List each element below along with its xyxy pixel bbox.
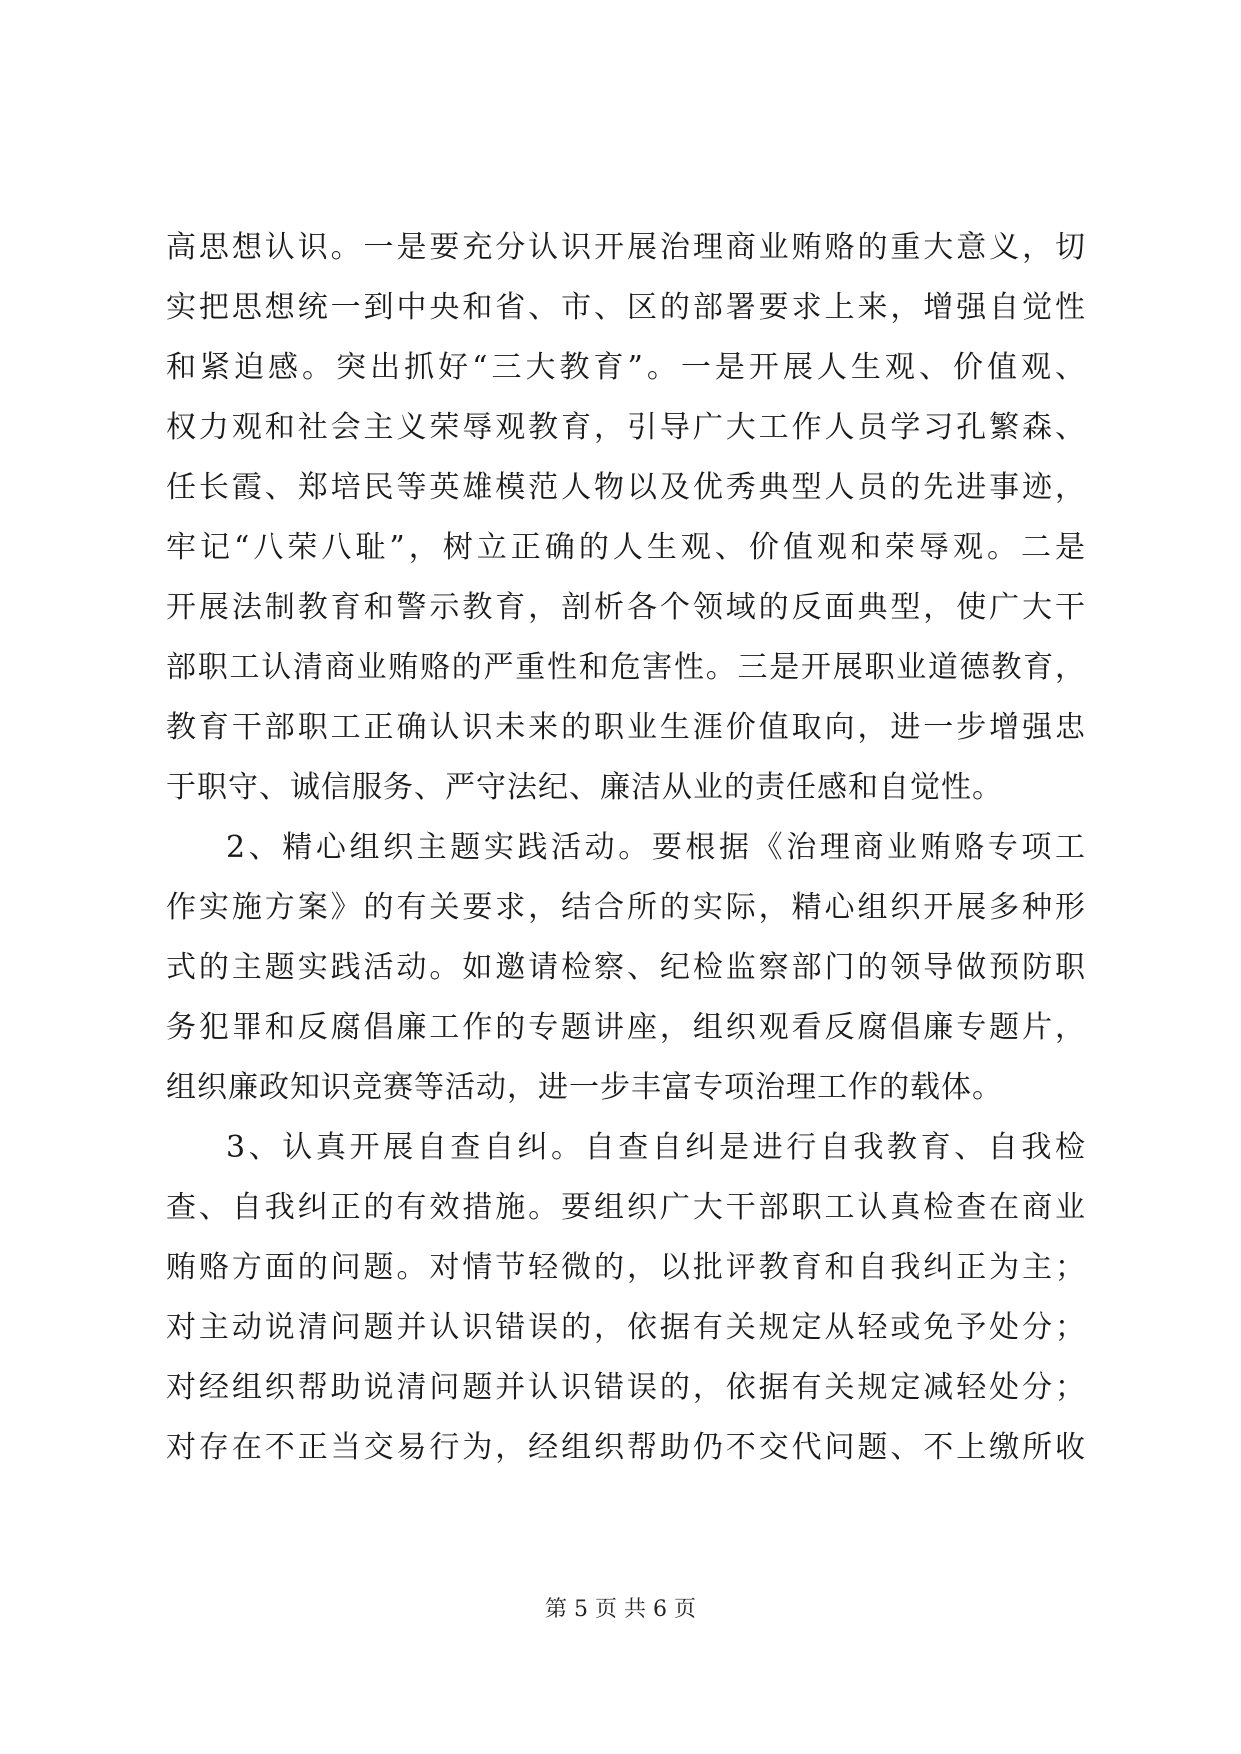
document-body bbox=[166, 218, 1086, 1478]
paragraph-3 bbox=[166, 1118, 1086, 1478]
page-footer: 第 5 页 共 6 页 bbox=[545, 1597, 696, 1622]
text-line: 查、自我纠正的有效措施。要组织广大干部职工认真检查在商业 bbox=[166, 1190, 1086, 1225]
text-line: 务犯罪和反腐倡廉工作的专题讲座，组织观看反腐倡廉专题片， bbox=[166, 1010, 1086, 1045]
text-line: 教育干部职工正确认识未来的职业生涯价值取向，进一步增强忠 bbox=[166, 710, 1086, 745]
text-line: 权力观和社会主义荣辱观教育，引导广大工作人员学习孔繁森、 bbox=[166, 410, 1086, 445]
text-line: 式的主题实践活动。如邀请检察、纪检监察部门的领导做预防职 bbox=[166, 950, 1086, 985]
paragraph-1 bbox=[166, 218, 1086, 818]
text-line: 对经组织帮助说清问题并认识错误的，依据有关规定减轻处分； bbox=[166, 1370, 1086, 1405]
text-line: 于职守、诚信服务、严守法纪、廉洁从业的责任感和自觉性。 bbox=[166, 770, 1003, 805]
text-line: 高思想认识。一是要充分认识开展治理商业贿赂的重大意义，切 bbox=[166, 230, 1086, 265]
text-line: 和紧迫感。突出抓好“三大教育”。一是开展人生观、价值观、 bbox=[166, 350, 1086, 385]
text-line: 作实施方案》的有关要求，结合所的实际，精心组织开展多种形 bbox=[166, 890, 1086, 925]
text-line: 实把思想统一到中央和省、市、区的部署要求上来，增强自觉性 bbox=[166, 290, 1086, 325]
text-line: 开展法制教育和警示教育，剖析各个领域的反面典型，使广大干 bbox=[166, 590, 1086, 625]
text-line: 贿赂方面的问题。对情节轻微的，以批评教育和自我纠正为主； bbox=[166, 1250, 1086, 1285]
text-line: 部职工认清商业贿赂的严重性和危害性。三是开展职业道德教育， bbox=[166, 650, 1086, 685]
text-line: 对主动说清问题并认识错误的，依据有关规定从轻或免予处分； bbox=[166, 1310, 1086, 1345]
text-line: 2、精心组织主题实践活动。要根据《治理商业贿赂专项工 bbox=[226, 830, 1086, 865]
text-line: 对存在不正当交易行为，经组织帮助仍不交代问题、不上缴所收 bbox=[166, 1430, 1086, 1465]
text-line: 组织廉政知识竞赛等活动，进一步丰富专项治理工作的载体。 bbox=[166, 1070, 1003, 1105]
paragraph-2 bbox=[166, 818, 1086, 1118]
text-line: 任长霞、郑培民等英雄模范人物以及优秀典型人员的先进事迹， bbox=[166, 470, 1086, 505]
text-line: 3、认真开展自查自纠。自查自纠是进行自我教育、自我检 bbox=[226, 1130, 1086, 1165]
text-line: 牢记“八荣八耻”，树立正确的人生观、价值观和荣辱观。二是 bbox=[166, 530, 1086, 565]
